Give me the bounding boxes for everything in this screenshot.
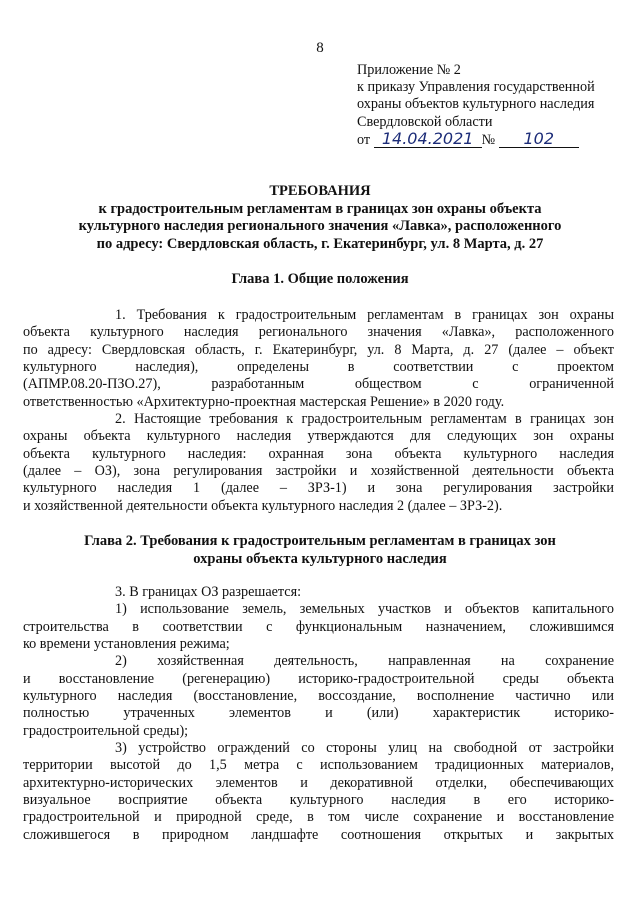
- list-item-line: градостроительной и природной среде, в том числе сохранение и восстановление: [23, 809, 614, 826]
- chapter-1-heading: [40, 271, 600, 289]
- handwritten-date: 14.04.2021: [374, 131, 482, 148]
- list-item-line: 2) хозяйственная деятельность, направленная на сохранение: [115, 653, 614, 670]
- paragraph-line: охраны объекта культурного наследия утверждаются для следующих зон охраны: [23, 428, 614, 445]
- chapter-heading-line: Глава 1. Общие положения: [231, 271, 409, 287]
- from-prefix: от: [357, 131, 371, 148]
- paragraph-line: (далее – ОЗ), зона регулирования застройки и хозяйственной деятельности объекта: [23, 463, 614, 480]
- appendix-line: Приложение № 2: [357, 62, 461, 78]
- document-title: [40, 183, 600, 253]
- list-item-line: 3) устройство ограждений со стороны улиц на свободной от застройки: [115, 740, 614, 757]
- list-item-line: и восстановление (регенерацию) историко-градостроительной среды объекта: [23, 670, 614, 687]
- list-item-line: полностью утраченных элементов и (или) характеристик историко-: [23, 705, 614, 722]
- paragraph-line: 3. В границах ОЗ разрешается:: [115, 584, 302, 600]
- appendix-line: Свердловской области: [357, 113, 493, 130]
- number-sign: №: [481, 131, 496, 148]
- list-item-line: градостроительной среды);: [23, 722, 189, 739]
- list-item-line: культурного наследия (восстановление, воссоздание, восполнение частично или: [23, 688, 614, 705]
- appendix-header: [357, 62, 632, 149]
- chapter-2-heading: [40, 533, 600, 568]
- paragraph-line: ответственностью «Архитектурно-проектная мастерская Решение» в 2020 году.: [23, 393, 505, 410]
- order-date-number-line: [357, 128, 632, 149]
- paragraph-line: по адресу: Свердловская область, г. Екатеринбург, ул. 8 Марта, д. 27 (далее – объект: [23, 341, 614, 358]
- list-item-line: 1) использование земель, земельных участков и объектов капитального: [115, 601, 614, 618]
- chapter-2-body: [23, 584, 614, 844]
- paragraph-line: объекта культурного наследия: охранная зона объекта культурного наследия: [23, 445, 614, 462]
- list-item-line: строительства в соответствии с функциональным назначением, сложившимся: [23, 618, 614, 635]
- title-line: культурного наследия регионального значения «Лавка», расположенного: [78, 218, 562, 235]
- page-number: 8: [316, 40, 324, 56]
- paragraph-line: (АПМР.08.20-ПЗО.27), разработанным обществом с ограниченной: [23, 376, 614, 393]
- paragraph-line: объекта культурного наследия регионального значения «Лавка», расположенного: [23, 324, 614, 341]
- paragraph-line: и хозяйственной деятельности объекта культурного наследия 2 (далее – ЗРЗ-2).: [23, 497, 503, 514]
- paragraph-line: 2. Настоящие требования к градостроительным регламентам в границах зон: [115, 411, 614, 427]
- list-item-line: визуальное восприятие объекта культурного наследия в его историко-: [23, 792, 614, 809]
- list-item-line: ко времени установления режима;: [23, 636, 230, 653]
- list-item-line: архитектурно-исторических элементов и декоративной отделки, обеспечивающих: [23, 774, 614, 791]
- list-item-line: сложившегося в природном ландшафте соотношения открытых и закрытых: [23, 826, 614, 843]
- paragraph-line: культурного наследия 1 (далее – ЗРЗ-1) и зона регулирования застройки: [23, 480, 614, 497]
- handwritten-number: 102: [499, 131, 579, 148]
- paragraph-2: [23, 411, 614, 515]
- title-line: к градостроительным регламентам в границах зон охраны объекта: [98, 200, 542, 217]
- chapter-heading-line: Глава 2. Требования к градостроительным регламентам в границах зон: [84, 533, 556, 549]
- appendix-line: к приказу Управления государственной: [357, 79, 595, 96]
- paragraph-line: культурного наследия), определены в соответствии с проектом: [23, 359, 614, 376]
- paragraph-1: [23, 307, 614, 411]
- chapter-heading-line: охраны объекта культурного наследия: [193, 550, 447, 567]
- paragraph-line: 1. Требования к градостроительным регламентам в границах зон охраны: [115, 307, 614, 323]
- title-line: ТРЕБОВАНИЯ: [269, 183, 371, 199]
- title-line: по адресу: Свердловская область, г. Екатеринбург, ул. 8 Марта, д. 27: [96, 235, 544, 252]
- appendix-line: охраны объектов культурного наследия: [357, 96, 595, 113]
- list-item-line: территории высотой до 1,5 метра с использованием традиционных материалов,: [23, 757, 614, 774]
